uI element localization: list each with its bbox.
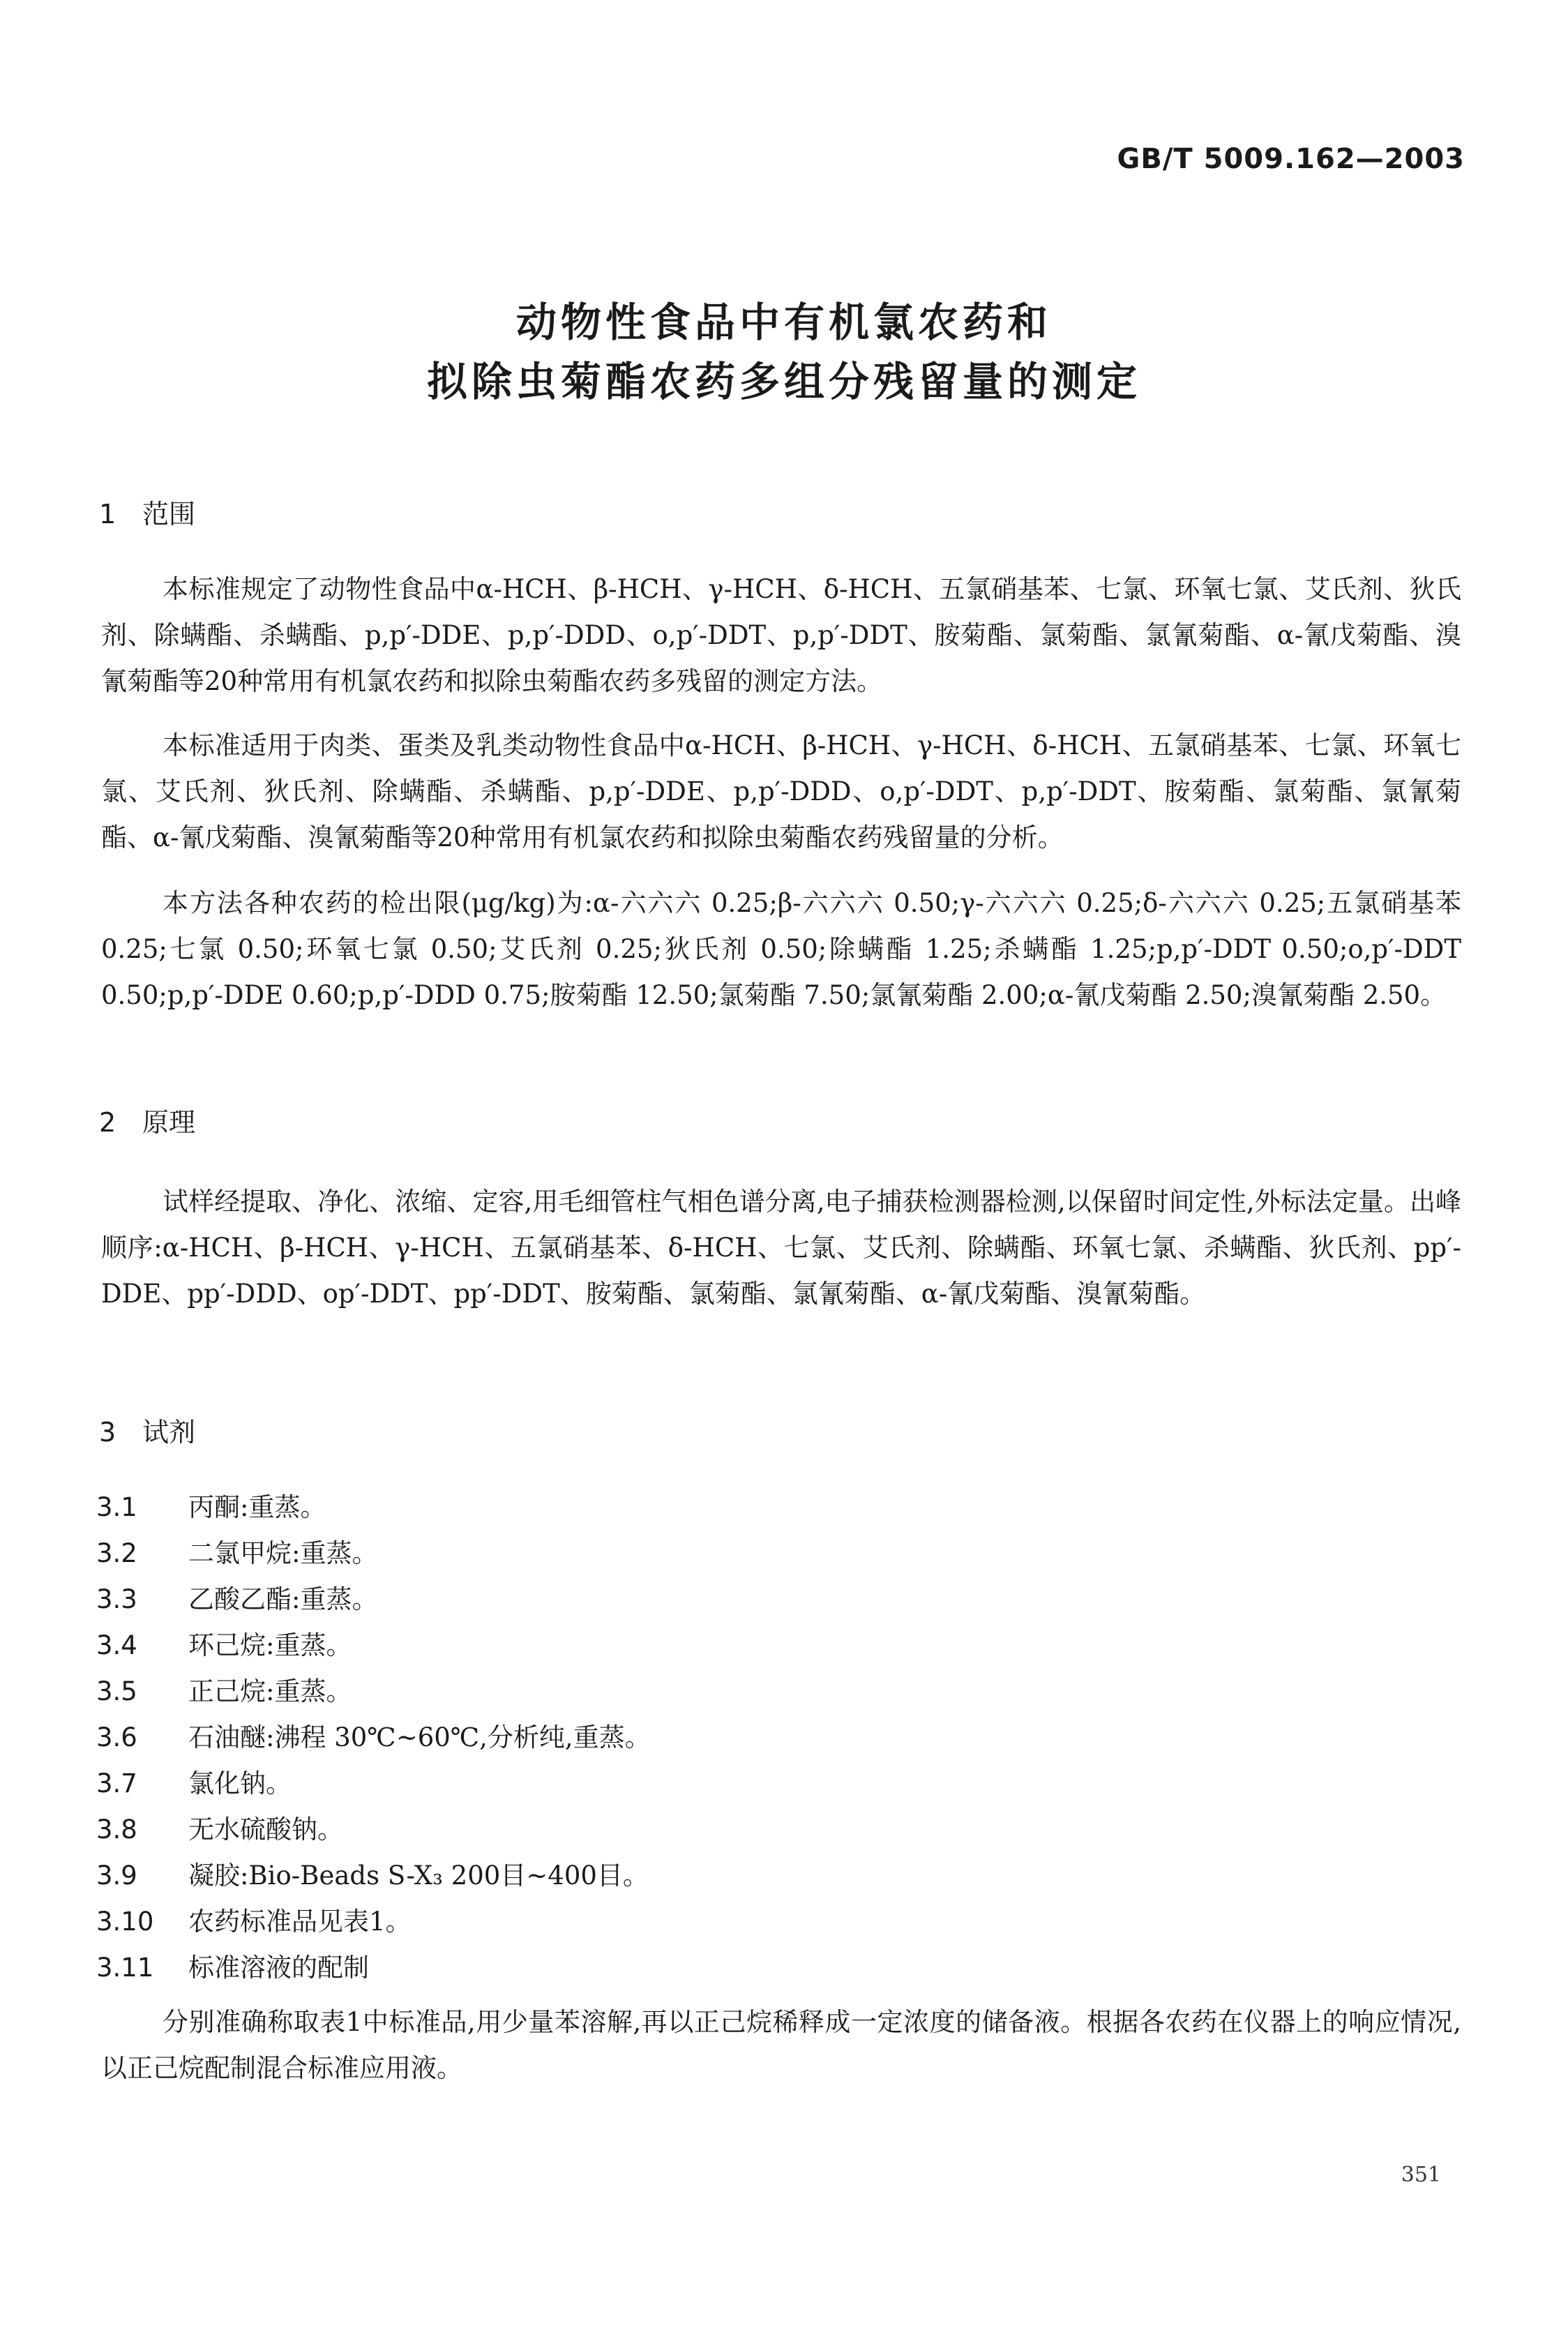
item-number: 3.3 bbox=[96, 1584, 137, 1614]
item-number: 3.9 bbox=[96, 1861, 137, 1891]
item-text: 无水硫酸钠。 bbox=[188, 1815, 343, 1845]
item-number: 3.2 bbox=[96, 1538, 137, 1568]
reagent-item bbox=[96, 1486, 326, 1524]
item-number: 3.1 bbox=[96, 1492, 137, 1522]
item-number: 3.11 bbox=[96, 1953, 154, 1983]
paragraph-detection-limits: 本方法各种农药的检出限(μg/kg)为:α-六六六 0.25;β-六六六 0.50;γ-六六六 0.25;δ-六六六 0.25;五氯硝基苯 0.25;七氯 0.50;环氧七氯 0.50;艾氏剂 0.25;狄氏剂 0.50;除螨酯 1.25;杀螨酯 1.25;p,p′-DDT 0.50;o,p′-DDT 0.50;p,p′-DDE 0.60;p,p′-DDD 0.75;胺菊酯 12.50;氯菊酯 7.50;氯氰菊酯 2.00;α-氰戊菊酯 2.50;溴氰菊酯 2.50。 bbox=[101, 888, 1461, 1010]
section-heading-principle bbox=[99, 1101, 195, 1139]
document-title-line-1: 动物性食品中有机氯农药和 bbox=[515, 299, 1052, 346]
section-title: 范围 bbox=[142, 499, 196, 529]
item-number: 3.7 bbox=[96, 1768, 137, 1798]
section-number: 3 bbox=[99, 1417, 116, 1448]
item-text: 石油醚:沸程 30℃~60℃,分析纯,重蒸。 bbox=[188, 1722, 651, 1752]
page-number: 351 bbox=[1401, 2163, 1441, 2187]
reagent-item bbox=[96, 1716, 651, 1754]
reagent-item bbox=[96, 1762, 292, 1800]
reagent-item bbox=[96, 1670, 352, 1708]
paragraph-scope-2: 本标准适用于肉类、蛋类及乳类动物性食品中α-HCH、β-HCH、γ-HCH、δ-HCH、五氯硝基苯、七氯、环氧七氯、艾氏剂、狄氏剂、除螨酯、杀螨酯、p,p′-DDE、p,p′-DDD、o,p′-DDT、p,p′-DDT、胺菊酯、氯菊酯、氯氰菊酯、α-氰戊菊酯、溴氰菊酯等20种常用有机氯农药和拟除虫菊酯农药残留量的分析。 bbox=[101, 730, 1461, 852]
item-number: 3.4 bbox=[96, 1630, 137, 1660]
standard-code: GB/T 5009.162—2003 bbox=[1117, 143, 1465, 175]
item-text: 标准溶液的配制 bbox=[188, 1953, 369, 1983]
document-title-line-2: 拟除虫菊酯农药多组分残留量的测定 bbox=[426, 358, 1141, 405]
reagent-item bbox=[96, 1532, 377, 1570]
section-number: 1 bbox=[99, 499, 116, 529]
reagent-item bbox=[96, 1624, 352, 1662]
item-number: 3.8 bbox=[96, 1815, 137, 1845]
paragraph-standard-solution: 分别准确称取表1中标准品,用少量苯溶解,再以正己烷稀释成一定浓度的储备液。根据各农药在仪器上的响应情况,以正己烷配制混合标准应用液。 bbox=[101, 2007, 1461, 2083]
item-text: 氯化钠。 bbox=[188, 1768, 292, 1798]
item-text: 二氯甲烷:重蒸。 bbox=[188, 1538, 378, 1568]
reagent-item bbox=[96, 1946, 369, 1984]
item-text: 农药标准品见表1。 bbox=[188, 1907, 412, 1937]
section-number: 2 bbox=[99, 1107, 116, 1138]
section-title: 试剂 bbox=[142, 1417, 196, 1448]
item-number: 3.5 bbox=[96, 1676, 137, 1706]
item-text: 乙酸乙酯:重蒸。 bbox=[188, 1584, 378, 1614]
section-title: 原理 bbox=[142, 1107, 196, 1138]
reagent-item bbox=[96, 1578, 377, 1616]
item-text: 正己烷:重蒸。 bbox=[188, 1676, 352, 1706]
item-text: 凝胶:Bio-Beads S-X₃ 200目~400目。 bbox=[188, 1861, 649, 1891]
item-number: 3.6 bbox=[96, 1722, 137, 1752]
section-heading-reagents bbox=[99, 1411, 195, 1449]
paragraph-scope-1: 本标准规定了动物性食品中α-HCH、β-HCH、γ-HCH、δ-HCH、五氯硝基苯、七氯、环氧七氯、艾氏剂、狄氏剂、除螨酯、杀螨酯、p,p′-DDE、p,p′-DDD、o,p′-DDT、p,p′-DDT、胺菊酯、氯菊酯、氯氰菊酯、α-氰戊菊酯、溴氰菊酯等20种常用有机氯农药和拟除虫菊酯农药多残留的测定方法。 bbox=[101, 574, 1461, 696]
reagent-item bbox=[96, 1854, 649, 1892]
item-text: 丙酮:重蒸。 bbox=[188, 1492, 326, 1522]
paragraph-principle: 试样经提取、净化、浓缩、定容,用毛细管柱气相色谱分离,电子捕获检测器检测,以保留时间定性,外标法定量。出峰顺序:α-HCH、β-HCH、γ-HCH、五氯硝基苯、δ-HCH、七氯、艾氏剂、除螨酯、环氧七氯、杀螨酯、狄氏剂、pp′-DDE、pp′-DDD、op′-DDT、pp′-DDT、胺菊酯、氯菊酯、氯氰菊酯、α-氰戊菊酯、溴氰菊酯。 bbox=[101, 1187, 1461, 1309]
reagent-item bbox=[96, 1900, 412, 1938]
item-text: 环己烷:重蒸。 bbox=[188, 1630, 352, 1660]
reagent-item bbox=[96, 1808, 343, 1846]
section-heading-scope bbox=[99, 493, 195, 531]
item-number: 3.10 bbox=[96, 1907, 154, 1937]
